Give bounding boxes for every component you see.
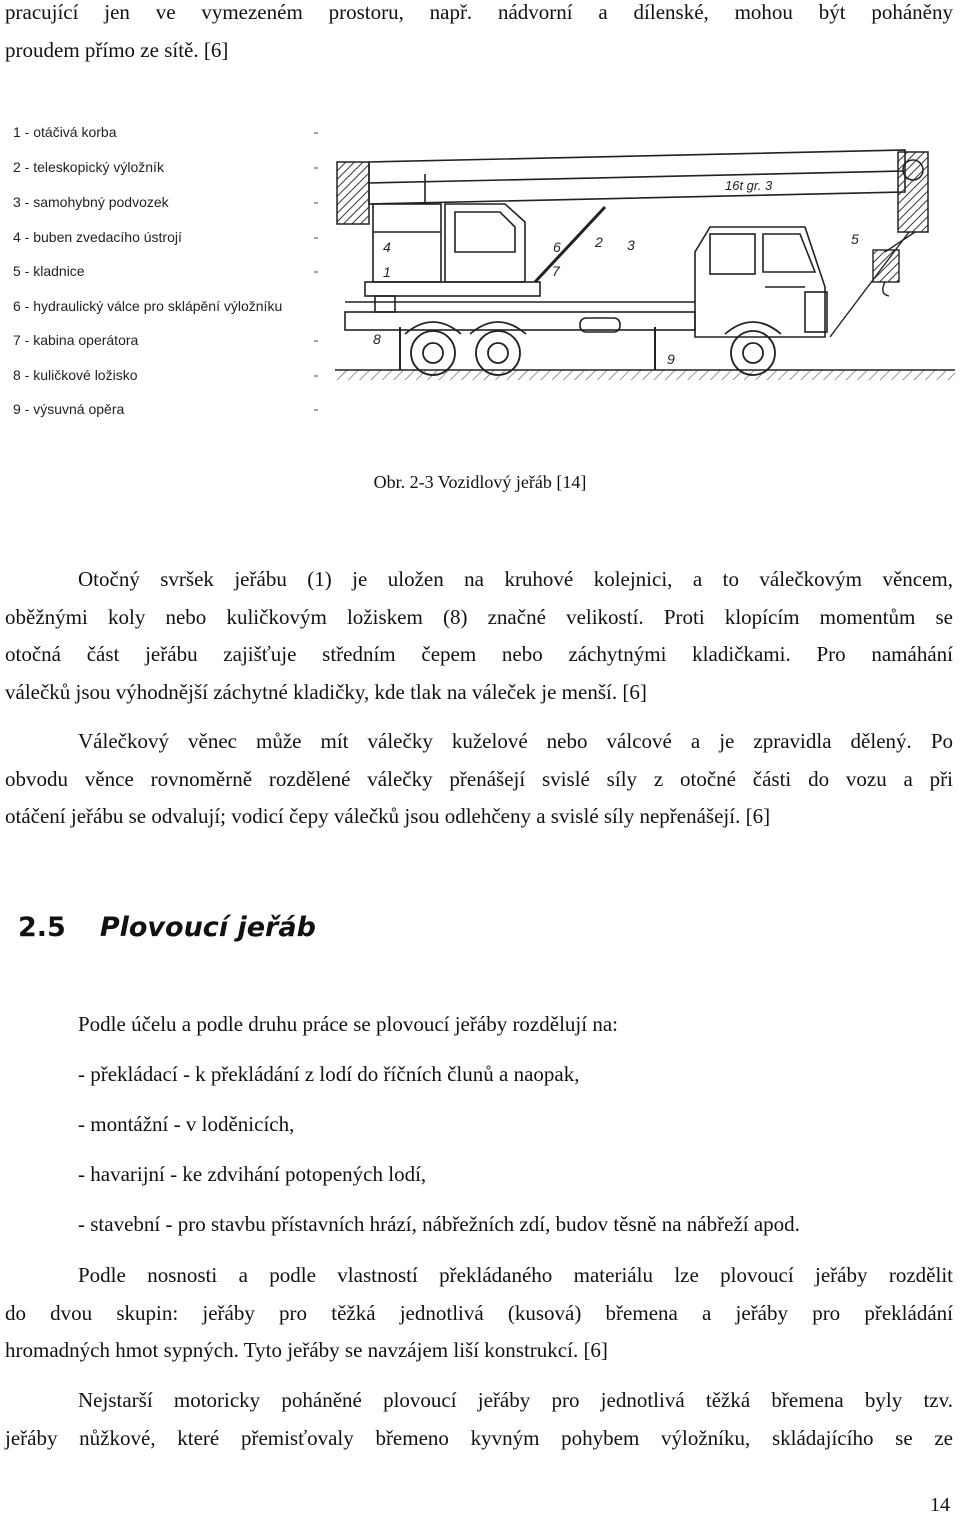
list-item: - stavební - pro stavbu přístavních hrází, nábřežních zdí, budov těsně na nábřeží apod. xyxy=(78,1212,800,1236)
figure-caption: Obr. 2-3 Vozidlový jeřáb [14] xyxy=(373,472,587,492)
crane-drawing xyxy=(5,112,958,430)
legend-item: 3 - samohybný podvozek xyxy=(13,194,169,210)
callout-label: 3 xyxy=(627,237,635,253)
section-title: Plovoucí jeřáb xyxy=(99,912,316,943)
list-item: - montážní - v loděnicích, xyxy=(78,1112,295,1136)
text-line: otáčení jeřábu se odvalují; vodicí čepy válečků jsou odlehčeny a svislé síly nepřenášejí. [6] xyxy=(5,804,771,828)
legend-item: 5 - kladnice xyxy=(13,263,85,279)
top-paragraph xyxy=(5,0,953,69)
boom-label: 16t gr. 3 xyxy=(725,178,773,193)
list-intro: Podle účelu a podle druhu práce se plovoucí jeřáby rozdělují na: xyxy=(78,1012,618,1036)
callout-label: 6 xyxy=(553,239,561,255)
text-line: oběžnými koly nebo kuličkovým ložiskem (8) značné velikostí. Proti klopícím momentům se xyxy=(5,604,953,629)
legend-item: 4 - buben zvedacího ústrojí xyxy=(13,229,182,245)
callout-label: 7 xyxy=(552,263,560,279)
text-line: Otočný svršek jeřábu (1) je uložen na kruhové kolejnici, a to válečkovým věncem, xyxy=(78,567,953,591)
text-line: pracující jen ve vymezeném prostoru, např. nádvorní a dílenské, mohou být poháněny xyxy=(5,0,953,24)
crane-figure xyxy=(5,112,958,430)
text-line: hromadných hmot sypných. Tyto jeřáby se navzájem liší konstrukcí. [6] xyxy=(5,1338,608,1362)
paragraph xyxy=(5,1382,953,1457)
list-item: - překládací - k překládání z lodí do říčních člunů a naopak, xyxy=(78,1062,580,1086)
legend-item: 7 - kabina operátora xyxy=(13,332,139,348)
callout-label: 9 xyxy=(667,351,675,367)
legend-item: 9 - výsuvná opěra xyxy=(13,401,125,417)
legend-item: 8 - kuličkové ložisko xyxy=(13,367,138,383)
text-line: Válečkový věnec může mít válečky kuželové nebo válcové a je zpravidla dělený. Po xyxy=(78,729,953,753)
paragraph xyxy=(5,1257,953,1370)
text-line: proudem přímo ze sítě. [6] xyxy=(5,37,229,62)
text-line: do dvou skupin: jeřáby pro těžká jednotlivá (kusová) břemena a jeřáby pro překládání xyxy=(5,1300,953,1325)
callout-label: 2 xyxy=(595,234,603,250)
section-number: 2.5 xyxy=(18,912,66,943)
callout-label: 4 xyxy=(383,239,391,255)
paragraph xyxy=(5,723,953,836)
callout-label: 8 xyxy=(373,331,381,347)
legend-item: 2 - teleskopický výložník xyxy=(13,159,164,175)
text-line: otočná část jeřábu zajišťuje středním čepem nebo záchytnými kladičkami. Pro namáhání xyxy=(5,642,953,666)
text-line: válečků jsou výhodnější záchytné kladičky, kde tlak na váleček je menší. [6] xyxy=(5,679,647,704)
paragraph xyxy=(5,561,953,711)
legend-item: 1 - otáčivá korba xyxy=(13,124,117,140)
list-item: - havarijní - ke zdvihání potopených lodí, xyxy=(78,1162,427,1186)
section-heading xyxy=(18,912,316,943)
text-line: Podle nosnosti a podle vlastností překládaného materiálu lze plovoucí jeřáby rozdělit xyxy=(78,1263,953,1287)
text-line: Nejstarší motoricky poháněné plovoucí jeřáby pro jednotlivá těžká břemena byly tzv. xyxy=(78,1388,953,1412)
callout-label: 1 xyxy=(383,264,391,280)
callout-label: 5 xyxy=(851,231,859,247)
page-number: 14 xyxy=(930,1494,950,1516)
text-line: jeřáby nůžkové, které přemisťovaly břemeno kyvným pohybem výložníku, skládajícího se ze xyxy=(5,1425,953,1450)
legend-item: 6 - hydraulický válce pro sklápění výložníku xyxy=(13,298,283,314)
text-line: obvodu věnce rovnoměrně rozdělené válečky přenášejí svislé síly z otočné části do vozu a při xyxy=(5,766,953,791)
